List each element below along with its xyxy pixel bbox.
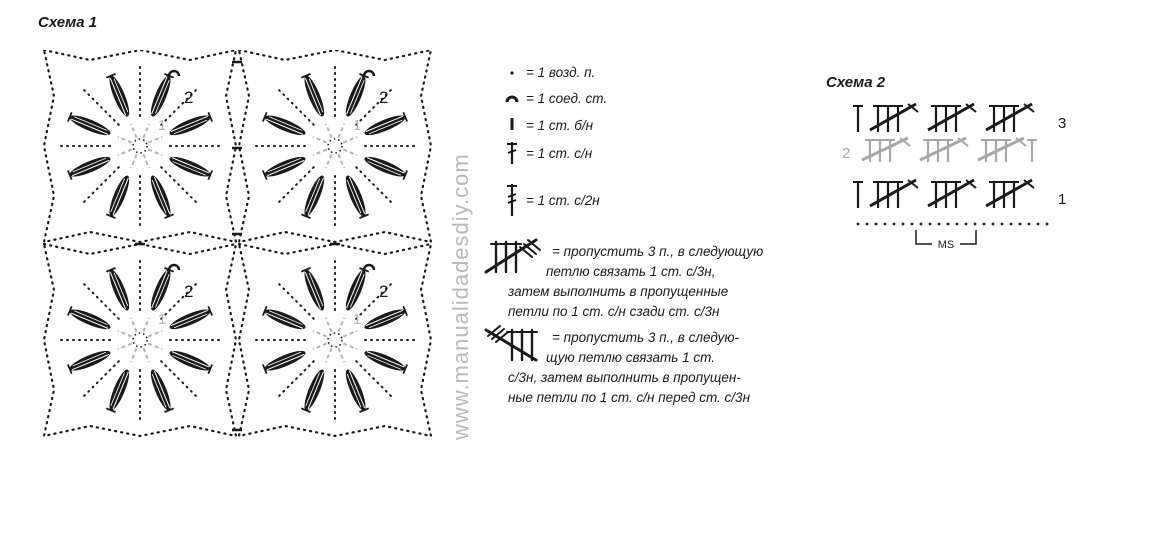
scheme-1-title: Схема 1: [38, 14, 98, 31]
petal: [301, 268, 328, 313]
petal: [68, 306, 113, 333]
petal: [106, 74, 133, 119]
chain-dot: [956, 223, 959, 226]
petal-body: [342, 268, 369, 313]
petal-body: [167, 347, 212, 374]
chain-dot: [992, 223, 995, 226]
petal: [167, 347, 212, 374]
petal: [342, 74, 369, 119]
legend-treble-label: = 1 ст. с/2н: [526, 193, 600, 208]
chain-dot: [1046, 223, 1049, 226]
petal-body: [147, 367, 174, 412]
petal: [106, 367, 133, 412]
petal-body: [68, 112, 113, 139]
cross-behind-line-1: = пропустить 3 п., в следующую: [552, 244, 764, 259]
petal-body: [362, 306, 407, 333]
chain-dot: [893, 223, 896, 226]
petal: [106, 173, 133, 218]
slip-stitch: [364, 71, 374, 76]
grey-connector: [131, 124, 137, 138]
petal: [147, 74, 174, 119]
crossed-stitch-front-icon: [482, 322, 548, 364]
petal: [301, 173, 328, 218]
cross-front-line-1: = пропустить 3 п., в следую-: [552, 330, 740, 345]
petal-body: [301, 367, 328, 412]
petal-body: [362, 112, 407, 139]
row-label: 2: [184, 282, 194, 301]
row-label: 2: [379, 282, 389, 301]
petal-body: [263, 153, 308, 180]
grey-connector: [338, 318, 344, 332]
grey-connector: [118, 343, 132, 349]
petal-body: [147, 74, 174, 119]
chain-dot: [974, 223, 977, 226]
petal: [301, 367, 328, 412]
scheme-2-diagram: [836, 96, 1086, 256]
grey-connector: [118, 149, 132, 155]
motif: [239, 244, 431, 436]
grey-connector: [326, 318, 332, 332]
petal: [263, 347, 308, 374]
legend-slip-label: = 1 соед. ст.: [526, 91, 608, 106]
petal: [167, 153, 212, 180]
petal-body: [301, 173, 328, 218]
row-label: 2: [379, 88, 389, 107]
row-label: 1: [158, 311, 167, 328]
row-label: 3: [1058, 115, 1067, 132]
grey-connector: [143, 318, 149, 332]
double-crochet-icon: [504, 140, 520, 166]
petal-body: [147, 268, 174, 313]
petal-body: [147, 173, 174, 218]
chain-dot: [929, 223, 932, 226]
cross-behind-line-2: петлю связать 1 ст. с/3н,: [546, 264, 716, 279]
cross-front-line-3: с/3н, затем выполнить в пропущен-: [508, 370, 741, 385]
petal-body: [263, 306, 308, 333]
grey-connector: [118, 137, 132, 143]
grey-connector: [143, 348, 149, 362]
chain-dot-icon: [504, 66, 520, 80]
chain-dot: [911, 223, 914, 226]
grey-connector: [148, 137, 162, 143]
grey-connector: [343, 137, 357, 143]
petal: [68, 153, 113, 180]
chain-dot: [1028, 223, 1031, 226]
row-label: 1: [353, 311, 362, 328]
grey-connector: [148, 331, 162, 337]
petal-body: [301, 74, 328, 119]
petal-body: [68, 306, 113, 333]
scheme-1-diagram: [40, 50, 440, 442]
center-ring: [133, 333, 147, 347]
grey-connector: [131, 154, 137, 168]
crossed-stitch-behind-icon: [482, 234, 548, 276]
grey-connector: [338, 154, 344, 168]
chain-dot: [875, 223, 878, 226]
motif: [44, 244, 236, 436]
grey-connector: [313, 331, 327, 337]
petal-body: [362, 347, 407, 374]
chain-dot: [884, 223, 887, 226]
petal-body: [342, 74, 369, 119]
petal: [263, 112, 308, 139]
petal: [342, 173, 369, 218]
grey-connector: [131, 318, 137, 332]
chain-dot: [857, 223, 860, 226]
grey-connector: [148, 149, 162, 155]
row-label: 2: [842, 145, 851, 162]
petal: [362, 347, 407, 374]
grey-connector: [118, 331, 132, 337]
petal-body: [362, 153, 407, 180]
petal: [342, 268, 369, 313]
petal: [342, 367, 369, 412]
petal-body: [301, 268, 328, 313]
petal: [147, 367, 174, 412]
stitch-row-2: [862, 138, 1037, 162]
row-label: 1: [158, 117, 167, 134]
petal: [263, 153, 308, 180]
single-crochet-icon: [504, 116, 520, 134]
slip-stitch: [169, 265, 179, 270]
center-ring: [328, 333, 342, 347]
petal-body: [342, 173, 369, 218]
grey-connector: [326, 154, 332, 168]
center-ring: [328, 139, 342, 153]
row-label: 1: [353, 117, 362, 134]
petal: [167, 306, 212, 333]
petal: [167, 112, 212, 139]
grey-connector: [343, 149, 357, 155]
cross-front-line-2: щую петлю связать 1 ст.: [546, 350, 715, 365]
chain-dot: [983, 223, 986, 226]
petal: [362, 306, 407, 333]
petal-body: [68, 347, 113, 374]
petal: [106, 268, 133, 313]
motif: [239, 50, 431, 242]
cross-front-line-4: ные петли по 1 ст. с/н перед ст. с/3н: [508, 390, 750, 405]
grey-connector: [148, 343, 162, 349]
stitch-row-3: [853, 104, 1034, 132]
legend-chain-label: = 1 возд. п.: [526, 65, 596, 80]
chain-dot: [1010, 223, 1013, 226]
petal-body: [167, 306, 212, 333]
grey-connector: [313, 149, 327, 155]
watermark-text: www.manualidadesdiy.com: [448, 153, 473, 440]
grey-connector: [143, 124, 149, 138]
grey-connector: [326, 124, 332, 138]
petal-body: [106, 268, 133, 313]
legend-single-label: = 1 ст. б/н: [526, 118, 594, 133]
petal-body: [106, 367, 133, 412]
petal-body: [263, 112, 308, 139]
motif: [44, 50, 236, 242]
center-ring: [133, 139, 147, 153]
petal-body: [68, 153, 113, 180]
petal: [68, 112, 113, 139]
slip-stitch: [364, 265, 374, 270]
chain-dot: [866, 223, 869, 226]
chain-dot: [1019, 223, 1022, 226]
grey-connector: [131, 348, 137, 362]
grey-connector: [313, 137, 327, 143]
chain-dot: [920, 223, 923, 226]
petal-body: [106, 173, 133, 218]
cross-behind-line-3: затем выполнить в пропущенные: [508, 284, 729, 299]
treble-crochet-icon: [504, 182, 520, 218]
grey-connector: [343, 331, 357, 337]
grey-connector: [326, 348, 332, 362]
chain-dot: [1001, 223, 1004, 226]
row-label: 1: [1058, 191, 1067, 208]
chain-dot: [938, 223, 941, 226]
slip-stitch: [169, 71, 179, 76]
repeat-label: MS: [937, 239, 955, 251]
petal: [301, 74, 328, 119]
petal: [147, 268, 174, 313]
grey-connector: [338, 348, 344, 362]
row-label: 2: [184, 88, 194, 107]
chain-dot: [965, 223, 968, 226]
grey-connector: [143, 154, 149, 168]
petal: [362, 112, 407, 139]
petal-body: [167, 112, 212, 139]
chain-dot: [902, 223, 905, 226]
stitch-row-1: [853, 180, 1034, 208]
petal-body: [263, 347, 308, 374]
grey-connector: [343, 343, 357, 349]
petal-body: [167, 153, 212, 180]
cross-behind-line-4: петли по 1 ст. с/н сзади ст. с/3н: [508, 304, 720, 319]
petal-body: [106, 74, 133, 119]
petal: [263, 306, 308, 333]
slip-stitch-icon: [504, 90, 520, 106]
grey-connector: [338, 124, 344, 138]
scheme-2-title: Схема 2: [826, 74, 886, 91]
chain-dot: [947, 223, 950, 226]
petal: [147, 173, 174, 218]
petal: [68, 347, 113, 374]
grey-connector: [313, 343, 327, 349]
petal-body: [342, 367, 369, 412]
petal: [362, 153, 407, 180]
legend-double-label: = 1 ст. с/н: [526, 146, 593, 161]
chain-dot: [1037, 223, 1040, 226]
